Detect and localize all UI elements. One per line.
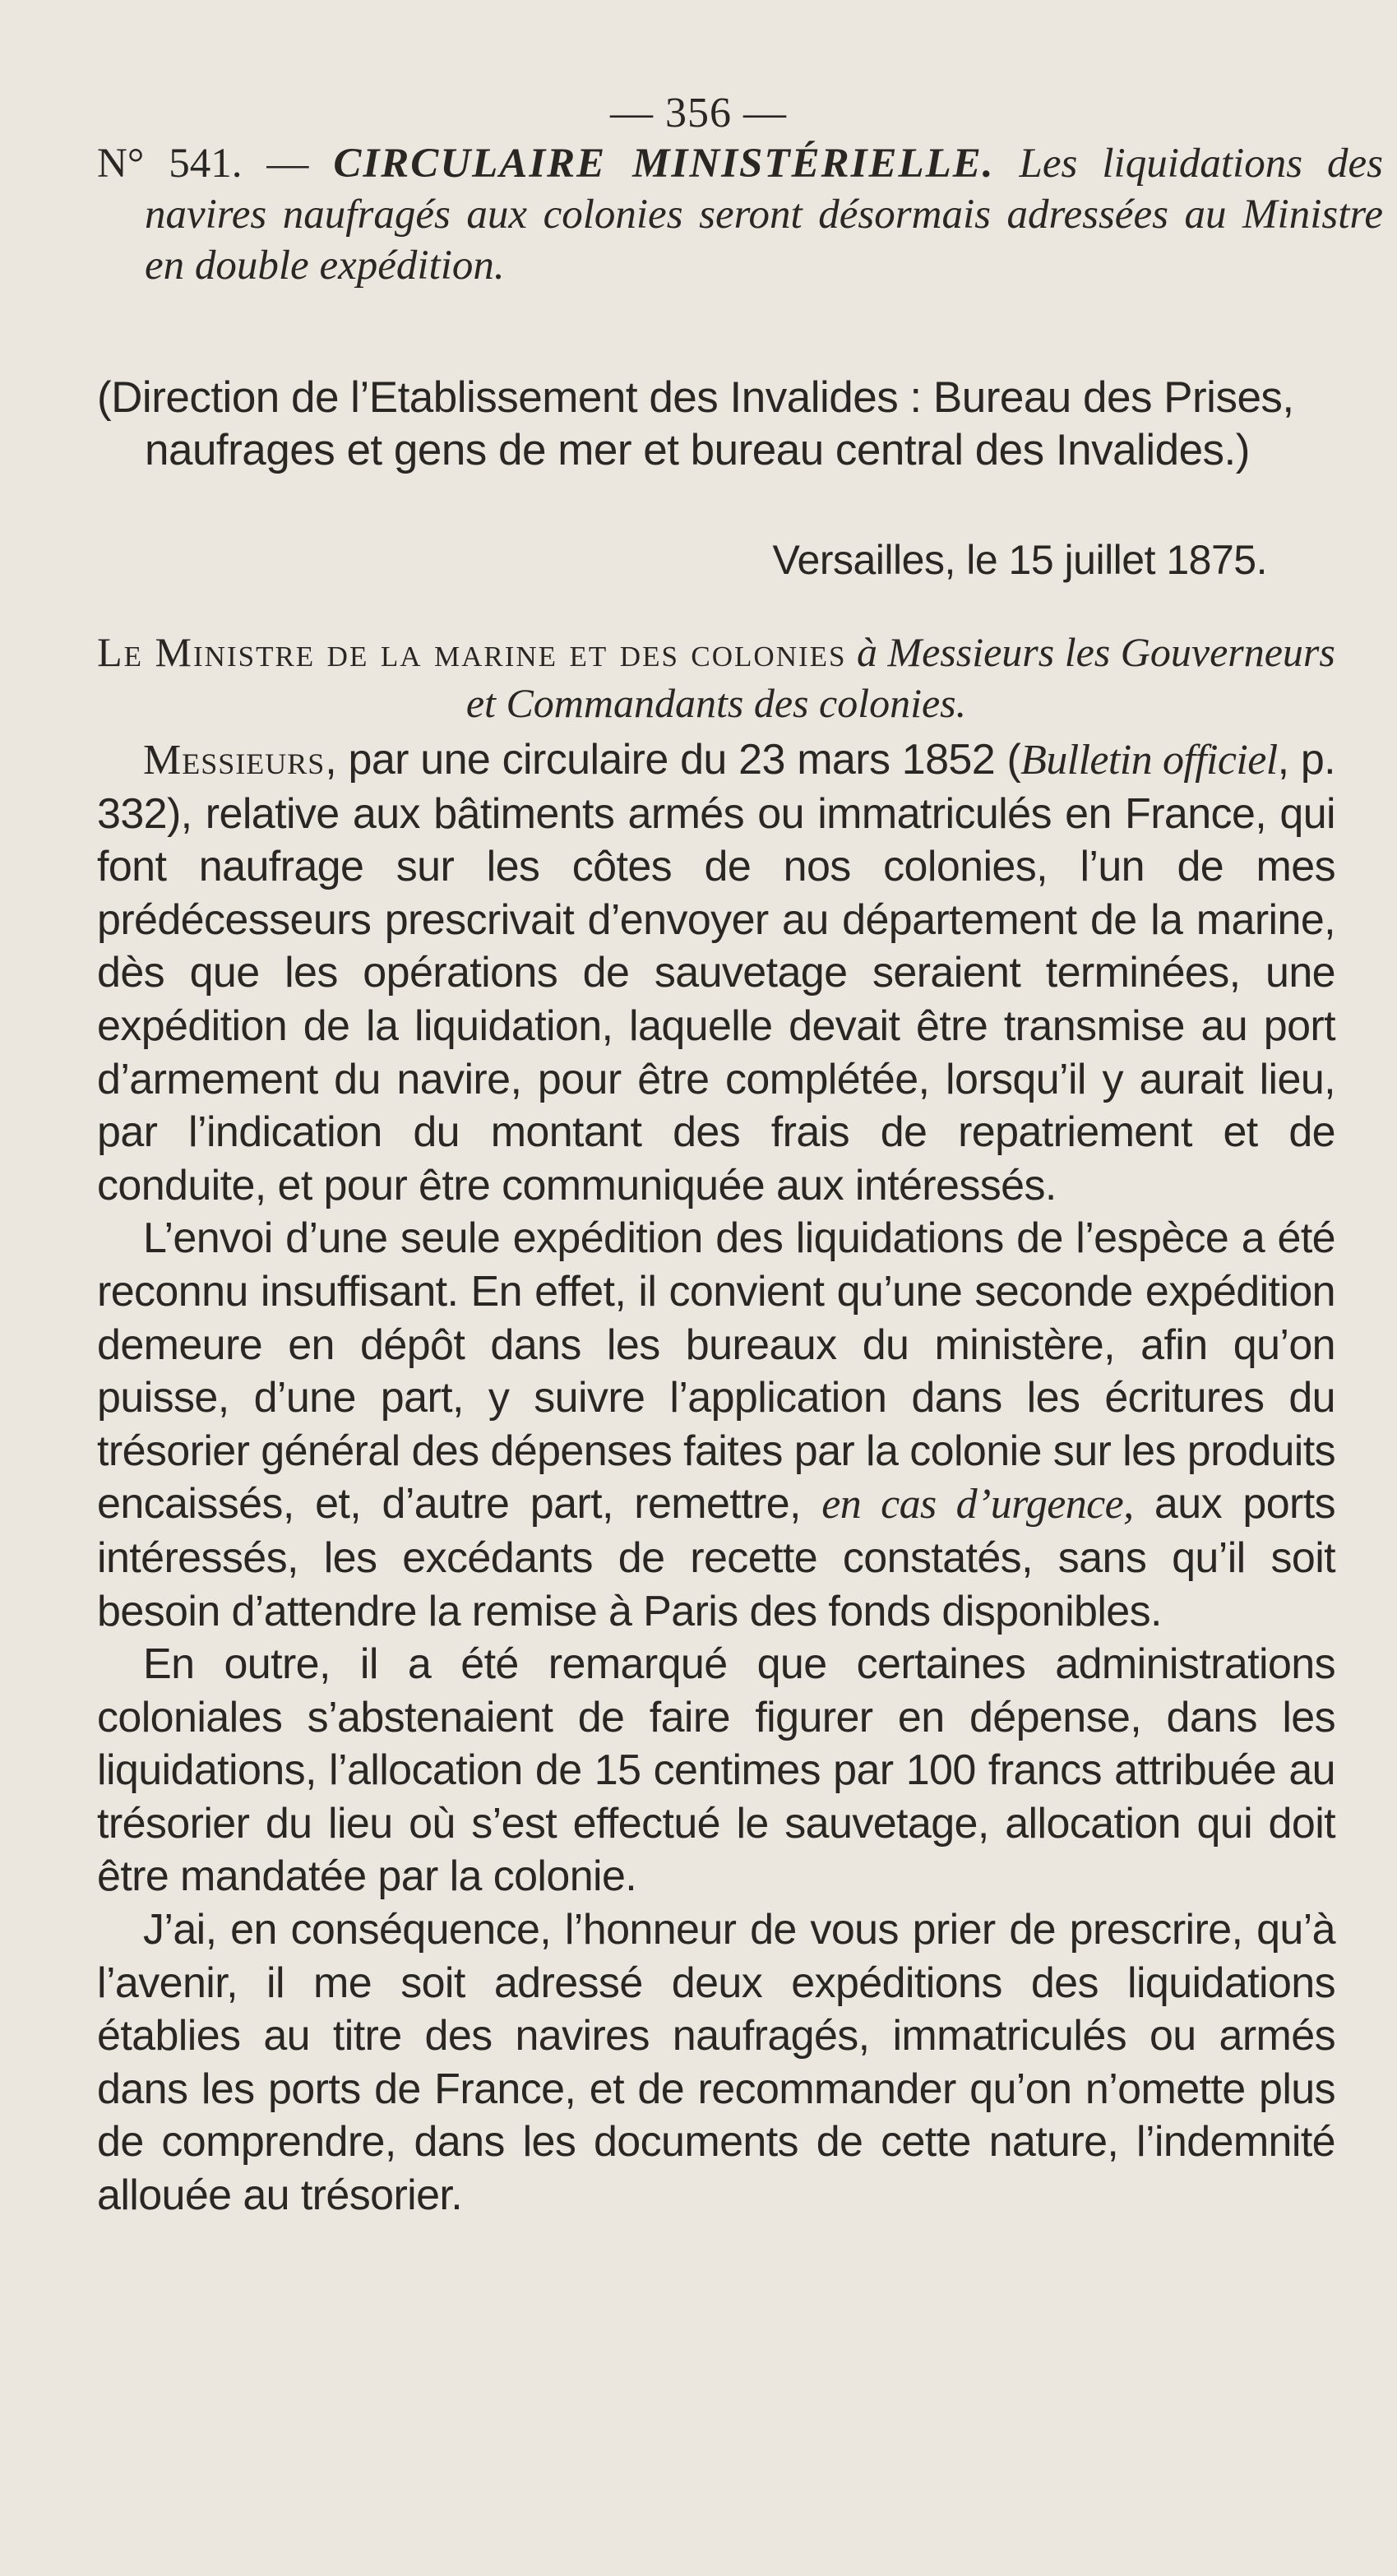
circular-number: N° 541. —: [97, 141, 334, 187]
paragraph-2: [97, 1212, 1335, 1638]
salutation: Messieurs: [143, 737, 326, 784]
paragraph-1: [97, 733, 1335, 1212]
paragraph-2-text-a: L’envoi d’une seule expédition des liquidations de l’espèce a été reconnu insuffisant. En effet, il convient qu’une seconde expédition demeure en dépôt dans les bureaux du ministère, afin qu’on puisse, d’une part, y suivre l’application dans les écritures du trésorier général des dépenses faites par la colonie sur les produits encaissés, et, d’autre part, remettre,: [97, 1214, 1335, 1528]
letter-body: [97, 733, 1335, 2222]
paragraph-3: En outre, il a été remarqué que certaines administrations coloniales s’abstenaient de faire figurer en dépense, dans les liquidations, l’allocation de 15 centimes par 100 francs attribuée au trésorier du lieu où s’est effectué le sauvetage, allocation qui doit être mandatée par la colonie.: [97, 1640, 1335, 1901]
paragraph-4: J’ai, en conséquence, l’honneur de vous prier de prescrire, qu’à l’avenir, il me soit adressé deux expéditions des liquidations établies au titre des navires naufragés, immatriculés ou armés dans les ports de France, et de recommander qu’on n’omette plus de comprendre, dans les documents de cette nature, l’indemnité allouée au trésorier.: [97, 1906, 1335, 2220]
dateline: Versailles, le 15 juillet 1875.: [772, 537, 1267, 583]
circular-heading: [97, 138, 1383, 291]
direction-note: (Direction de l’Etablissement des Invalides : Bureau des Prises, naufrages et gens de mer et bureau central des Invalides.): [97, 373, 1294, 474]
urgency-phrase: en cas d’urgence,: [821, 1481, 1134, 1528]
paragraph-1-text-a: , par une circulaire du 23 mars 1852 (: [325, 736, 1021, 784]
paragraph-2-text-b: aux ports intéressés, les excédants de recette constatés, sans qu’il soit besoin d’attendre la remise à Paris des fonds disponibles.: [97, 1480, 1335, 1635]
bulletin-reference: Bulletin officiel: [1020, 737, 1278, 784]
address-recipients: à Messieurs les Gouverneurs et Commandants des colonies.: [465, 629, 1335, 726]
circular-title: CIRCULAIRE MINISTÉRIELLE.: [333, 141, 995, 187]
paragraph-1-text-b: , p. 332), relative aux bâtiments armés ou immatriculés en France, qui font naufrage sur les côtes de nos colonies, l’un de mes prédécesseurs prescrivait d’envoyer au département de la marine, dès que les opérations de sauvetage seraient terminées, une expédition de la liquidation, laquelle devait être transmise au port d’armement du navire, pour être complétée, lorsqu’il y aurait lieu, par l’indication du montant des frais de repatriement et de conduite, et pour être communiquée aux intéressés.: [97, 736, 1335, 1209]
address-sender: Le Ministre de la marine et des colonies: [97, 629, 847, 675]
page-number: — 356 —: [610, 90, 787, 136]
address-line: [97, 627, 1335, 728]
circular-summary: Les liquidations des navires naufragés aux colonies seront désormais adressées au Ministre en double expédition.: [145, 141, 1384, 289]
